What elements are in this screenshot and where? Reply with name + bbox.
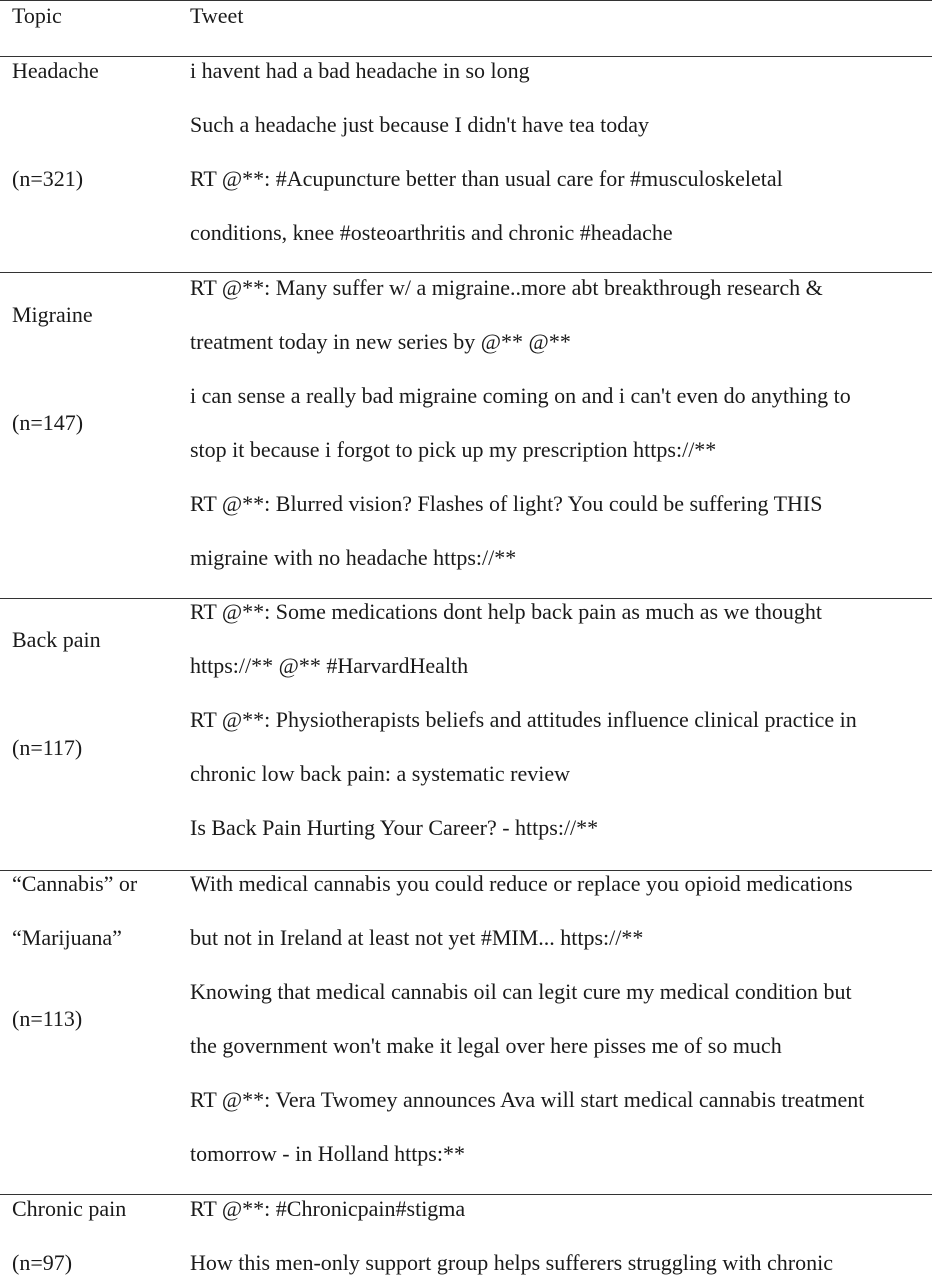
tweet-line: How this men-only support group helps sufferers struggling with chronic	[190, 1250, 834, 1275]
topic-name: Chronic pain	[12, 1196, 127, 1221]
topic-count: (n=113)	[12, 1006, 83, 1031]
tweet-line: RT @**: Vera Twomey announces Ava will start medical cannabis treatment	[190, 1087, 865, 1112]
tweet-line: conditions, knee #osteoarthritis and chronic #headache	[190, 220, 673, 245]
row-rule	[0, 1194, 932, 1195]
tweet-line: RT @**: Physiotherapists beliefs and attitudes influence clinical practice in	[190, 707, 857, 732]
topic-name: Headache	[12, 58, 99, 83]
tweet-line: RT @**: Some medications dont help back pain as much as we thought	[190, 599, 822, 624]
topic-count: (n=147)	[12, 410, 84, 435]
tweet-line: i can sense a really bad migraine coming on and i can't even do anything to	[190, 383, 851, 408]
tweet-line: stop it because i forgot to pick up my prescription https://**	[190, 437, 717, 462]
topic-name: Migraine	[12, 302, 93, 327]
column-header-tweet: Tweet	[190, 3, 244, 28]
topic-count: (n=117)	[12, 735, 83, 760]
tweet-line: Such a headache just because I didn't have tea today	[190, 112, 650, 137]
tweet-line: With medical cannabis you could reduce or replace you opioid medications	[190, 871, 853, 896]
tweet-line: i havent had a bad headache in so long	[190, 58, 530, 83]
tweet-line: https://** @** #HarvardHealth	[190, 653, 469, 678]
column-header-topic: Topic	[12, 3, 62, 28]
tweet-line: RT @**: #Acupuncture better than usual care for #musculoskeletal	[190, 166, 783, 191]
tweet-line: but not in Ireland at least not yet #MIM... https://**	[190, 925, 644, 950]
tweet-line: RT @**: Many suffer w/ a migraine..more abt breakthrough research &	[190, 275, 823, 300]
tweet-line: RT @**: Blurred vision? Flashes of light? You could be suffering THIS	[190, 491, 823, 516]
topic-count: (n=321)	[12, 166, 84, 191]
tweet-line: Knowing that medical cannabis oil can legit cure my medical condition but	[190, 979, 852, 1004]
tweet-line: chronic low back pain: a systematic review	[190, 761, 570, 786]
tweet-line: the government won't make it legal over here pisses me of so much	[190, 1033, 782, 1058]
tweet-line: Is Back Pain Hurting Your Career? - https://**	[190, 815, 599, 840]
tweet-line: migraine with no headache https://**	[190, 545, 517, 570]
tweet-line: tomorrow - in Holland https:**	[190, 1141, 465, 1166]
tweet-line: RT @**: #Chronicpain#stigma	[190, 1196, 466, 1221]
table-top-rule	[0, 0, 932, 1]
topic-name: “Cannabis” or	[12, 871, 138, 896]
topic-name: “Marijuana”	[12, 925, 122, 950]
row-rule	[0, 272, 932, 273]
topic-name: Back pain	[12, 627, 101, 652]
tweet-line: treatment today in new series by @** @**	[190, 329, 571, 354]
topic-count: (n=97)	[12, 1250, 73, 1275]
